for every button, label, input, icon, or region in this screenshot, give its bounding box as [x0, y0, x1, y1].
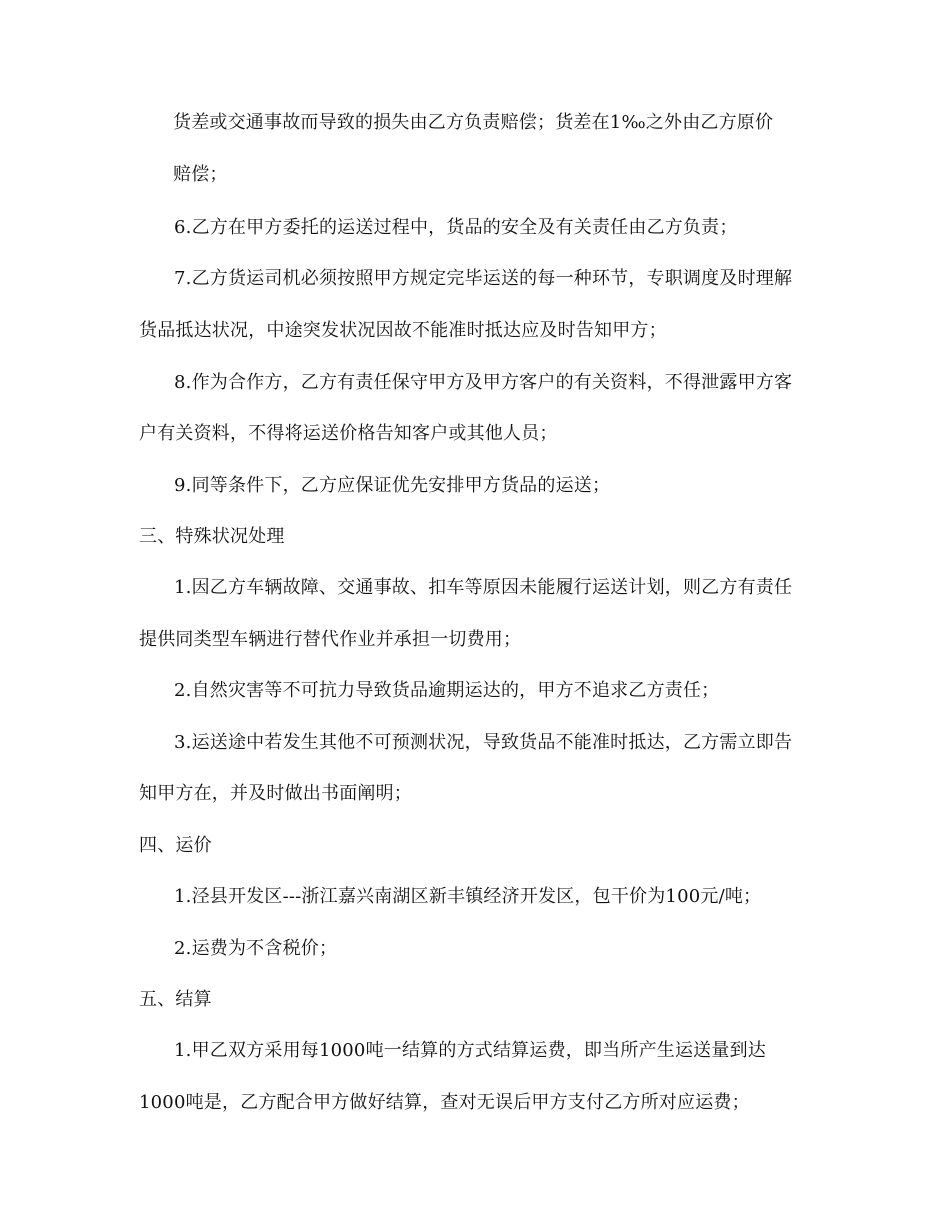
list-item-1: 1.泾县开发区---浙江嘉兴南湖区新丰镇经济开发区，包干价为100元/吨；	[174, 886, 762, 907]
list-item-9: 9.同等条件下，乙方应保证优先安排甲方货品的运送；	[174, 475, 611, 496]
paragraph-line: 1000吨是，乙方配合甲方做好结算，查对无误后甲方支付乙方所对应运费；	[139, 1092, 750, 1113]
paragraph-line: 赔偿；	[173, 164, 228, 185]
paragraph-line: 提供同类型车辆进行替代作业并承担一切费用；	[139, 629, 522, 650]
list-item-7: 7.乙方货运司机必须按照甲方规定完毕运送的每一种环节，专职调度及时理解	[174, 268, 793, 289]
list-item-1: 1.甲乙双方采用每1000吨一结算的方式结算运费，即当所产生运送量到达	[174, 1040, 766, 1061]
paragraph-line: 知甲方在，并及时做出书面阐明；	[139, 783, 412, 804]
section-heading-5: 五、结算	[139, 989, 212, 1010]
paragraph-line: 货差或交通事故而导致的损失由乙方负责赔偿；货差在1‰之外由乙方原价	[173, 112, 774, 133]
paragraph-line: 户有关资料，不得将运送价格告知客户或其他人员；	[139, 423, 558, 444]
paragraph-line: 货品抵达状况，中途突发状况因故不能准时抵达应及时告知甲方；	[139, 320, 667, 341]
section-heading-3: 三、特殊状况处理	[139, 526, 285, 547]
section-heading-4: 四、运价	[139, 835, 212, 856]
list-item-3: 3.运送途中若发生其他不可预测状况，导致货品不能准时抵达，乙方需立即告	[174, 732, 793, 753]
list-item-1: 1.因乙方车辆故障、交通事故、扣车等原因未能履行运送计划，则乙方有责任	[174, 577, 793, 598]
list-item-8: 8.作为合作方，乙方有责任保守甲方及甲方客户的有关资料，不得泄露甲方客	[174, 372, 793, 393]
list-item-2: 2.运费为不含税价；	[174, 938, 338, 959]
list-item-6: 6.乙方在甲方委托的运送过程中，货品的安全及有关责任由乙方负责；	[174, 217, 738, 238]
list-item-2: 2.自然灾害等不可抗力导致货品逾期运达的，甲方不追求乙方责任；	[174, 680, 720, 701]
